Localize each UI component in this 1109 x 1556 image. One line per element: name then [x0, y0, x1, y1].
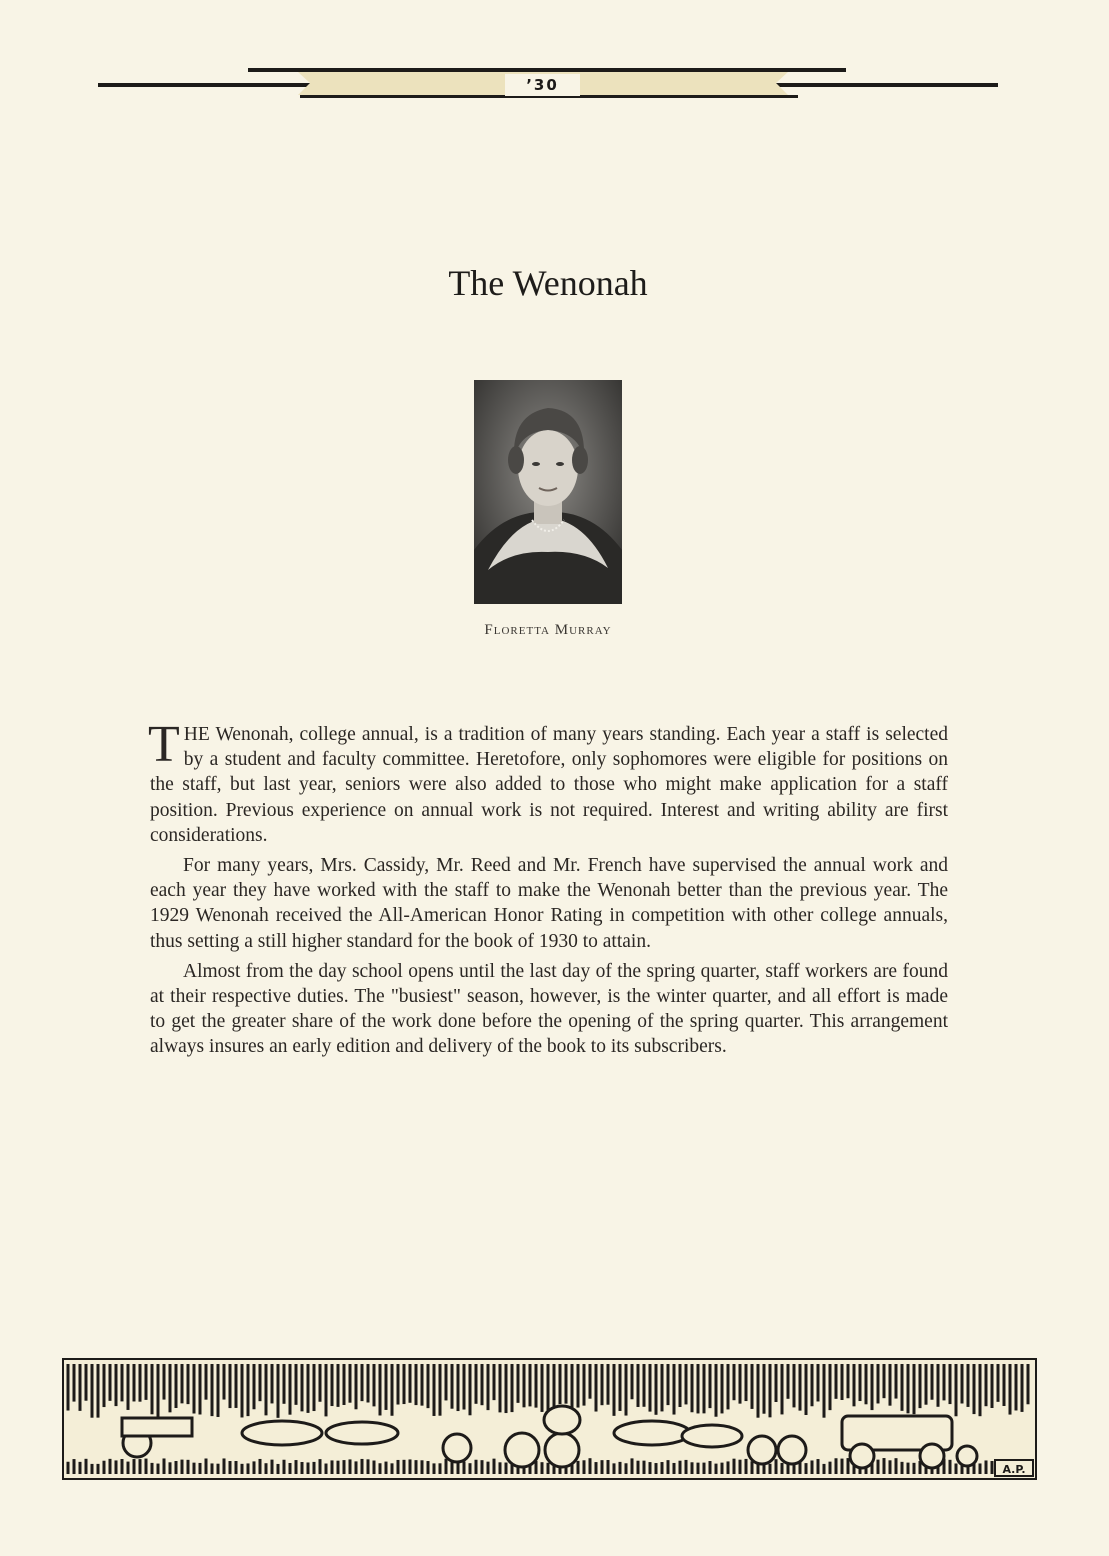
paragraph-1: THE Wenonah, college annual, is a tradition of many years standing. Each year a staff is selected by a student and faculty committee. Heretofore, only sophomores were eligible for positions on the staff, but last year, seniors were also added to those who might make application for a staff position. Previous experience on annual work is not required. Interest and writing ability are first considerations. — [148, 716, 948, 846]
page-title: The Wenonah — [448, 263, 648, 303]
footer-ornament-band — [62, 1358, 1037, 1480]
body-text — [148, 716, 948, 1065]
portrait-photo — [474, 380, 622, 604]
artist-signature: A.P. — [1002, 1463, 1026, 1476]
paragraph-2: For many years, Mrs. Cassidy, Mr. Reed and Mr. French have supervised the annual work and each year they have worked with the staff to make the Wenonah better than the previous year. The 1929 Wenonah received the All-American Honor Rating in competition with other college annuals, thus setting a still higher standard for the book of 1930 to attain. — [150, 855, 948, 952]
drop-cap: T — [148, 716, 180, 773]
paragraph-3: Almost from the day school opens until the last day of the spring quarter, staff workers are found at their respective duties. The "busiest" season, however, is the winter quarter, and all effort is made to get the greater share of the work done before the opening of the spring quarter. This arrangement always insures an early edition and delivery of the book to its subscribers. — [150, 960, 948, 1058]
portrait-caption: Floretta Murray — [484, 622, 612, 638]
header-year-label: ’30 — [505, 74, 580, 96]
